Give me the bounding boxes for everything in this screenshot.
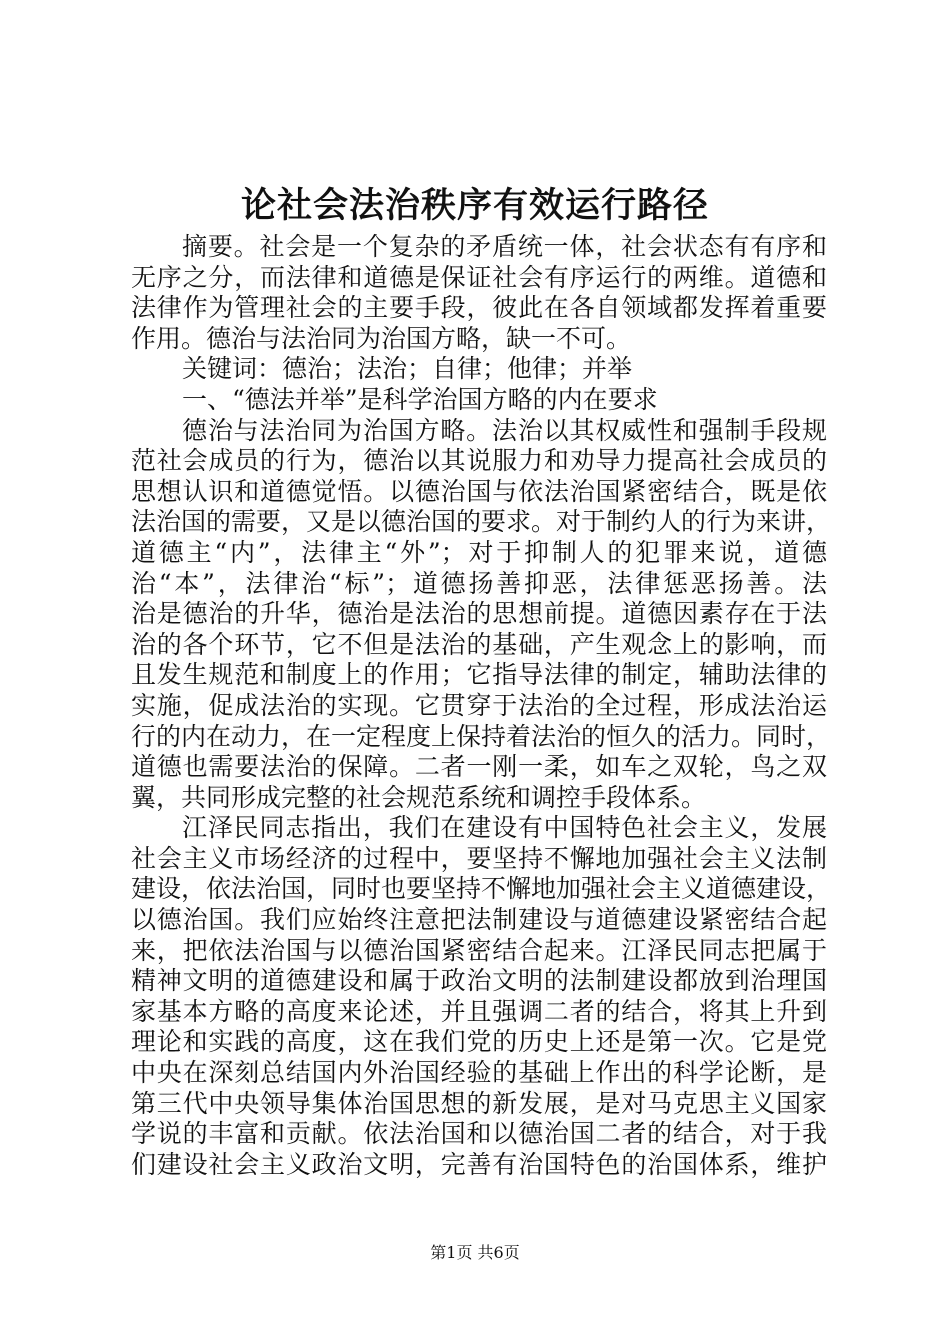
text-line: 实施，促成法治的实现。它贯穿于法治的全过程，形成法治运 bbox=[131, 690, 827, 720]
text-line: 思想认识和道德觉悟。以德治国与依法治国紧密结合，既是依 bbox=[131, 476, 827, 506]
text-line: 道德也需要法治的保障。二者一刚一柔，如车之双轮，鸟之双 bbox=[131, 752, 827, 782]
document-title: 论社会法治秩序有效运行路径 bbox=[240, 185, 709, 226]
text-line: 第三代中央领导集体治国思想的新发展，是对马克思主义国家 bbox=[131, 1088, 827, 1118]
text-line: 法治国的需要，又是以德治国的要求。对于制约人的行为来讲， bbox=[131, 507, 832, 537]
text-line: 理论和实践的高度，这在我们党的历史上还是第一次。它是党 bbox=[131, 1027, 827, 1057]
text-line: 道德主“内”，法律主“外”；对于抑制人的犯罪来说，道德 bbox=[131, 537, 827, 567]
text-line: 来，把依法治国与以德治国紧密结合起来。江泽民同志把属于 bbox=[131, 935, 827, 965]
text-line: 且发生规范和制度上的作用；它指导法律的制定，辅助法律的 bbox=[131, 660, 827, 690]
text-line: 精神文明的道德建设和属于政治文明的法制建设都放到治理国 bbox=[131, 966, 827, 996]
text-line: 无序之分，而法律和道德是保证社会有序运行的两维。道德和 bbox=[131, 262, 827, 292]
text-line: 社会主义市场经济的过程中，要坚持不懈地加强社会主义法制 bbox=[131, 843, 827, 873]
page-footer: 第1页 共6页 bbox=[430, 1243, 520, 1262]
text-line: 行的内在动力，在一定程度上保持着法治的恒久的活力。同时， bbox=[131, 721, 832, 751]
text-line: 一、“德法并举”是科学治国方略的内在要求 bbox=[182, 384, 658, 414]
text-line: 治是德治的升华，德治是法治的思想前提。道德因素存在于法 bbox=[131, 599, 827, 629]
text-line: 治的各个环节，它不但是法治的基础，产生观念上的影响，而 bbox=[131, 629, 827, 659]
document-body bbox=[131, 232, 832, 1180]
text-line: 关键词：德治；法治；自律；他律；并举 bbox=[182, 354, 633, 384]
text-line: 家基本方略的高度来论述，并且强调二者的结合，将其上升到 bbox=[131, 996, 827, 1026]
text-line: 以德治国。我们应始终注意把法制建设与道德建设紧密结合起 bbox=[131, 905, 827, 935]
text-line: 学说的丰富和贡献。依法治国和以德治国二者的结合，对于我 bbox=[131, 1119, 827, 1149]
text-line: 治“本”，法律治“标”；道德扬善抑恶，法律惩恶扬善。法 bbox=[131, 568, 827, 598]
text-line: 法律作为管理社会的主要手段，彼此在各自领域都发挥着重要 bbox=[131, 293, 827, 323]
text-line: 德治与法治同为治国方略。法治以其权威性和强制手段规 bbox=[182, 415, 827, 445]
text-line: 中央在深刻总结国内外治国经验的基础上作出的科学论断，是 bbox=[131, 1058, 827, 1088]
text-line: 摘要。社会是一个复杂的矛盾统一体，社会状态有有序和 bbox=[182, 232, 827, 261]
text-line: 建设，依法治国，同时也要坚持不懈地加强社会主义道德建设， bbox=[131, 874, 832, 904]
text-line: 范社会成员的行为，德治以其说服力和劝导力提高社会成员的 bbox=[131, 446, 827, 476]
text-line: 翼，共同形成完整的社会规范系统和调控手段体系。 bbox=[131, 782, 707, 812]
text-line: 们建设社会主义政治文明，完善有治国特色的治国体系，维护 bbox=[131, 1149, 827, 1179]
text-line: 江泽民同志指出，我们在建设有中国特色社会主义，发展 bbox=[182, 813, 827, 843]
text-line: 作用。德治与法治同为治国方略，缺一不可。 bbox=[131, 323, 632, 353]
